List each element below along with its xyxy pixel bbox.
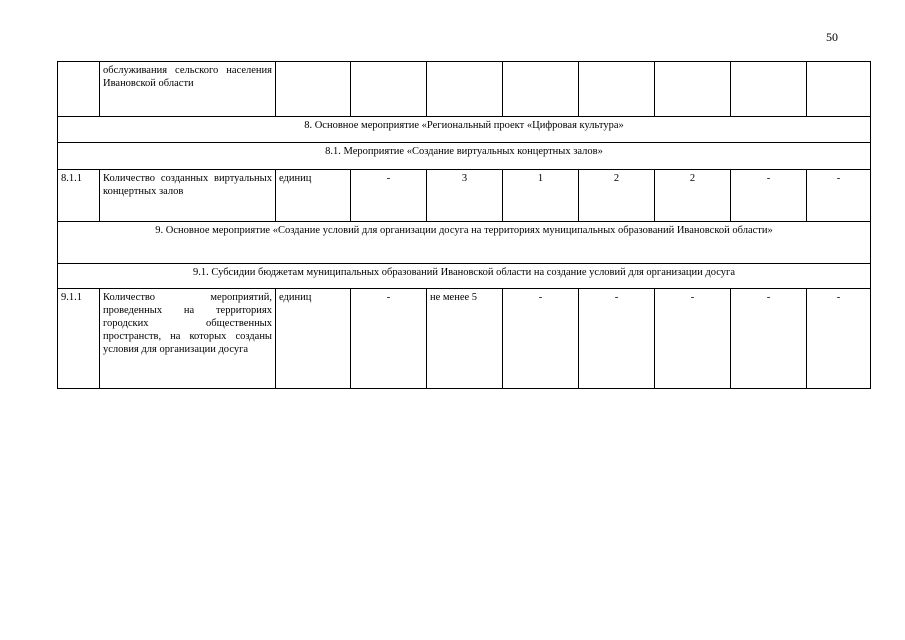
- value-cell: 3: [427, 170, 503, 222]
- section-row: [58, 117, 871, 143]
- table-row: [58, 62, 871, 117]
- section-row: [58, 222, 871, 264]
- value-cell: [807, 62, 871, 117]
- subsection-row: [58, 264, 871, 289]
- row-number-cell: [58, 62, 100, 117]
- unit-cell: единиц: [276, 170, 351, 222]
- value-cell: -: [351, 289, 427, 389]
- value-cell: [731, 62, 807, 117]
- subsection-title: 9.1. Субсидии бюджетам муниципальных образований Ивановской области на создание условий для организации досуга: [58, 264, 871, 289]
- indicator-name-cell: Количество созданных виртуальных концертных залов: [100, 170, 276, 222]
- unit-cell: [276, 62, 351, 117]
- value-cell: 2: [579, 170, 655, 222]
- value-cell: 2: [655, 170, 731, 222]
- table-row: [58, 170, 871, 222]
- value-cell: -: [655, 289, 731, 389]
- table-row: [58, 289, 871, 389]
- row-number-cell: 8.1.1: [58, 170, 100, 222]
- value-cell: [503, 62, 579, 117]
- value-cell: -: [731, 289, 807, 389]
- value-cell: [427, 62, 503, 117]
- value-cell: -: [503, 289, 579, 389]
- value-cell: не менее 5: [427, 289, 503, 389]
- unit-cell: единиц: [276, 289, 351, 389]
- indicator-name-cell: обслуживания сельского населения Ивановской области: [100, 62, 276, 117]
- value-cell: [579, 62, 655, 117]
- page-number: 50: [826, 30, 838, 44]
- subsection-title: 8.1. Мероприятие «Создание виртуальных концертных залов»: [58, 143, 871, 170]
- value-cell: -: [579, 289, 655, 389]
- section-title: 9. Основное мероприятие «Создание условий для организации досуга на территориях муниципальных образований Ивановской области»: [58, 222, 871, 264]
- value-cell: -: [351, 170, 427, 222]
- value-cell: -: [807, 289, 871, 389]
- indicators-table: [57, 61, 871, 389]
- value-cell: [351, 62, 427, 117]
- value-cell: -: [731, 170, 807, 222]
- value-cell: 1: [503, 170, 579, 222]
- indicator-name-cell: Количество мероприятий, проведенных на территориях городских общественных пространств, на которых созданы условия для организации досуга: [100, 289, 276, 389]
- row-number-cell: 9.1.1: [58, 289, 100, 389]
- section-title: 8. Основное мероприятие «Региональный проект «Цифровая культура»: [58, 117, 871, 143]
- value-cell: -: [807, 170, 871, 222]
- value-cell: [655, 62, 731, 117]
- subsection-row: [58, 143, 871, 170]
